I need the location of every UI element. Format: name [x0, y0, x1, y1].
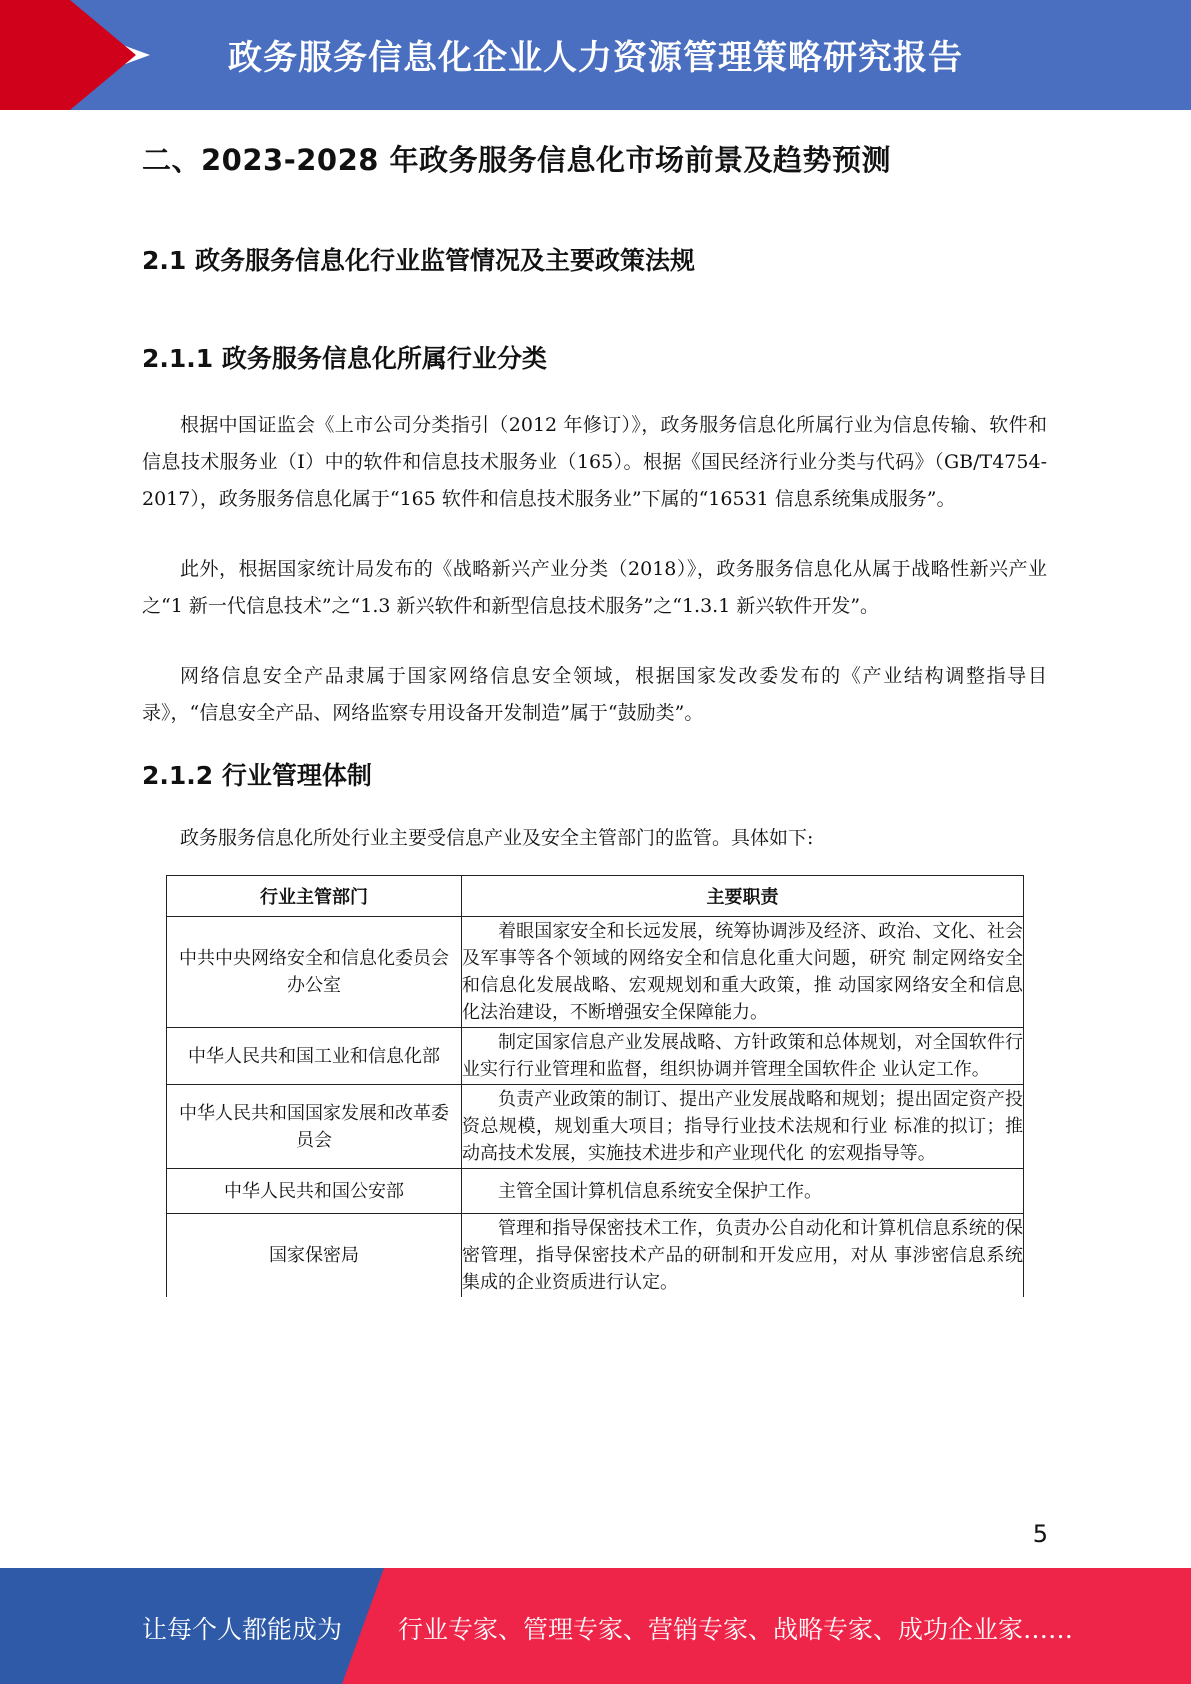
header-red-block [0, 0, 70, 110]
dept-cell: 中华人民共和国国家发展和改革委员会 [167, 1085, 462, 1169]
duty-cell: 制定国家信息产业发展战略、方针政策和总体规划，对全国软件行业实行行业管理和监督，组织协调并管理全国软件企 业认定工作。 [462, 1028, 1024, 1085]
page-number: 5 [1032, 1520, 1048, 1548]
report-title: 政务服务信息化企业人力资源管理策略研究报告 [228, 38, 963, 78]
column-header-duty: 主要职责 [462, 876, 1024, 917]
dept-cell: 中华人民共和国公安部 [167, 1169, 462, 1214]
table-row [167, 1169, 1024, 1214]
footer-slogan-right: 行业专家、管理专家、营销专家、战略专家、成功企业家…… [398, 1615, 1074, 1644]
duty-cell: 着眼国家安全和长远发展，统筹协调涉及经济、政治、文化、社会及军事等各个领域的网络安全和信息化重大问题，研究 制定网络安全和信息化发展战略、宏观规划和重大政策，推 动国家网络安全和信息化法治建设，不断增强安全保障能力。 [462, 917, 1024, 1028]
column-header-dept: 行业主管部门 [167, 876, 462, 917]
regulator-table [166, 875, 1024, 1297]
dept-cell: 中华人民共和国工业和信息化部 [167, 1028, 462, 1085]
duty-cell: 管理和指导保密技术工作，负责办公自动化和计算机信息系统的保密管理，指导保密技术产品的研制和开发应用，对从 事涉密信息系统集成的企业资质进行认定。 [462, 1214, 1024, 1298]
subsection-title: 2.1 政务服务信息化行业监管情况及主要政策法规 [142, 246, 695, 275]
duty-cell: 负责产业政策的制订、提出产业发展战略和规划；提出固定资产投资总规模，规划重大项目；指导行业技术法规和行业 标准的拟订；推动高技术发展，实施技术进步和产业现代化 的宏观指导等。 [462, 1085, 1024, 1169]
header-red-arrow [70, 0, 136, 110]
section-title: 二、2023-2028 年政务服务信息化市场前景及趋势预测 [142, 143, 892, 177]
footer-slogan-left: 让每个人都能成为 [142, 1615, 343, 1644]
page-footer [0, 1568, 1191, 1684]
table-row [167, 1214, 1024, 1298]
dept-cell: 中共中央网络安全和信息化委员会办公室 [167, 917, 462, 1028]
table-header-row [167, 876, 1024, 917]
duty-cell: 主管全国计算机信息系统安全保护工作。 [462, 1169, 1024, 1214]
table-lead-paragraph: 政务服务信息化所处行业主要受信息产业及安全主管部门的监管。具体如下: [180, 827, 814, 849]
paragraph: 网络信息安全产品隶属于国家网络信息安全领域，根据国家发改委发布的《产业结构调整指导目录》，“信息安全产品、网络监察专用设备开发制造”属于“鼓励类”。 [142, 665, 1047, 724]
table-row [167, 1085, 1024, 1169]
table-row [167, 1028, 1024, 1085]
dept-cell: 国家保密局 [167, 1214, 462, 1298]
page-content [142, 138, 1047, 1297]
subsubsection-title-classification: 2.1.1 政务服务信息化所属行业分类 [142, 344, 547, 373]
paragraph: 根据中国证监会《上市公司分类指引（2012 年修订）》，政务服务信息化所属行业为信息传输、软件和信息技术服务业（I）中的软件和信息技术服务业（165）。根据《国民经济行业分类与代码》（GB/T4754-2017），政务服务信息化属于“165 软件和信息技术服务业”下属的“16531 信息系统集成服务”。 [142, 414, 1047, 510]
table-row [167, 917, 1024, 1028]
subsubsection-title-management: 2.1.2 行业管理体制 [142, 761, 372, 790]
paragraph: 此外，根据国家统计局发布的《战略新兴产业分类（2018）》，政务服务信息化从属于战略性新兴产业之“1 新一代信息技术”之“1.3 新兴软件和新型信息技术服务”之“1.3.1 新兴软件开发”。 [142, 558, 1047, 617]
page-header [0, 0, 1191, 110]
